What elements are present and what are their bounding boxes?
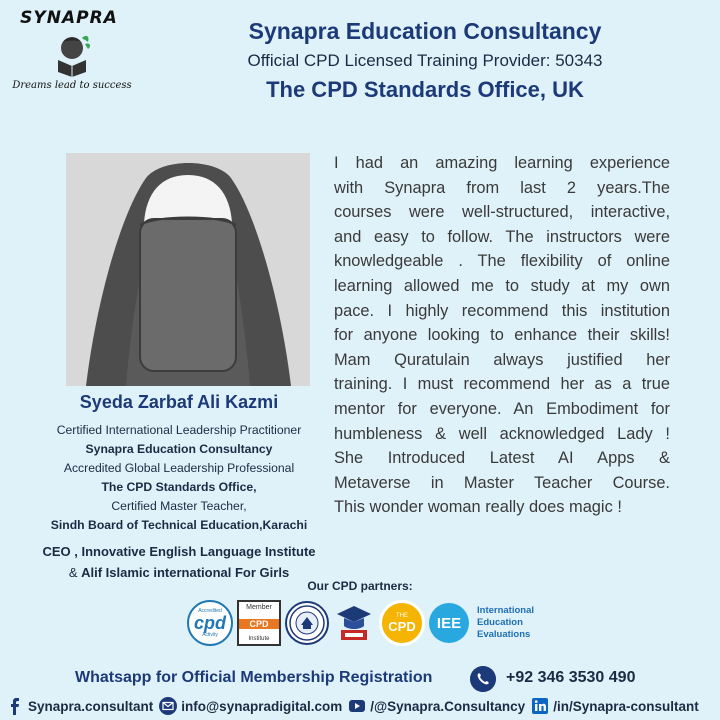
whatsapp-number[interactable]: +92 346 3530 490 [506, 669, 636, 686]
technical-board-seal-icon [285, 601, 329, 645]
facebook-icon [6, 697, 24, 715]
brand-logo [12, 8, 132, 108]
veiled-person-illustration [66, 153, 310, 386]
testimonial-line: pace. I highly recommend this institution [334, 301, 670, 320]
gold-badge-word: CPD [388, 618, 416, 634]
email-icon [159, 697, 177, 715]
iee-line: International [477, 605, 535, 616]
profile-line: Certified Master Teacher, [111, 499, 247, 513]
whatsapp-label: Whatsapp for Official Membership Registration [75, 669, 433, 686]
iee-line: Education [477, 617, 523, 628]
iee-badge: IEE [429, 603, 469, 643]
logo-head-book-icon [50, 30, 94, 78]
facebook-handle: Synapra.consultant [28, 698, 154, 714]
member-label: Member [246, 604, 272, 611]
ampersand-prefix: & [68, 565, 82, 580]
partners-title: Our CPD partners: [307, 579, 413, 593]
whatsapp-row [0, 666, 720, 692]
phone-icon[interactable] [470, 666, 496, 692]
iee-name [477, 605, 534, 641]
testimonial-line: mentor for everyone. An Embodiment for [334, 399, 670, 418]
profile-photo [66, 153, 310, 386]
gold-badge-top: THE [396, 612, 408, 619]
profile-name: Syeda Zarbaf Ali Kazmi [79, 392, 279, 412]
testimonial-line: for anyone looking to enhance their skills! [334, 326, 670, 345]
accredited-cpd-badge [187, 600, 233, 646]
profile-line: Accredited Global Leadership Professional [63, 461, 295, 475]
linkedin-handle: /in/Synapra-consultant [553, 698, 699, 714]
profile-line: The CPD Standards Office, [101, 480, 257, 494]
facebook-contact[interactable] [6, 697, 153, 715]
testimonial-line: She Introduced Latest AI Apps & [334, 449, 670, 468]
profile-ceo-line: CEO , Innovative English Language Institute [42, 544, 316, 559]
profile-line: Certified International Leadership Practitioner [56, 423, 302, 437]
testimonial-line: learning allowed me to study at my own [334, 276, 670, 295]
cpd-badge-top: Accredited [198, 608, 222, 614]
testimonial-text [334, 151, 670, 520]
testimonial-line: training. I must recommend her as a true [334, 375, 670, 394]
seal-emblem-icon [287, 603, 327, 643]
contact-row [6, 696, 714, 716]
page-title: Synapra Education Consultancy [248, 18, 602, 44]
testimonial-line: knowledgeable . The flexibility of online [334, 252, 670, 271]
graduation-cap-icon [333, 600, 375, 646]
testimonial-line: courses were well-structured, interactive, [334, 203, 670, 222]
youtube-handle: /@Synapra.Consultancy [370, 698, 526, 714]
logo-tagline: Dreams lead to success [12, 80, 132, 91]
testimonial-line: This wonder woman really does magic ! [334, 498, 622, 517]
member-institute-label: Institute [248, 636, 270, 642]
profile-line: Sindh Board of Technical Education,Karachi [50, 518, 308, 532]
license-subtitle: Official CPD Licensed Training Provider: 50343 [247, 51, 603, 70]
testimonial-line: Metaverse in Master Teacher Course. [334, 473, 670, 492]
member-cpd-institute-badge [237, 600, 281, 646]
member-cpd-label: CPD [239, 619, 279, 629]
cpd-badge-bottom: Activity [202, 632, 218, 638]
linkedin-contact[interactable] [531, 697, 699, 715]
testimonial-line: and easy to follow. The instructors were [334, 227, 670, 246]
iee-line: Evaluations [477, 629, 531, 640]
the-cpd-gold-badge [379, 600, 425, 646]
testimonial-line: I had an amazing learning experience [334, 154, 670, 172]
profile-details [20, 392, 338, 583]
graduation-cap-logo-icon [333, 600, 375, 646]
testimonial-line: humbleness & well acknowledged Lady ! [334, 424, 670, 443]
testimonial-line: Mam Quratulain always justified her [334, 350, 670, 369]
testimonial-line: with Synapra from last 2 years.The [334, 178, 670, 197]
youtube-contact[interactable] [348, 697, 525, 715]
page-header [140, 18, 710, 103]
email-address: info@synapradigital.com [181, 698, 343, 714]
cpd-office-title: The CPD Standards Office, UK [266, 77, 584, 102]
alif-institute: Alif Islamic international For Girls [81, 565, 290, 580]
email-contact[interactable] [159, 697, 342, 715]
logo-wordmark: SYNAPRA [20, 8, 118, 28]
profile-line: Synapra Education Consultancy [85, 442, 273, 456]
linkedin-icon [531, 697, 549, 715]
partners-logos [187, 598, 534, 648]
cpd-badge-word: cpd [193, 613, 226, 633]
youtube-icon [348, 697, 366, 715]
